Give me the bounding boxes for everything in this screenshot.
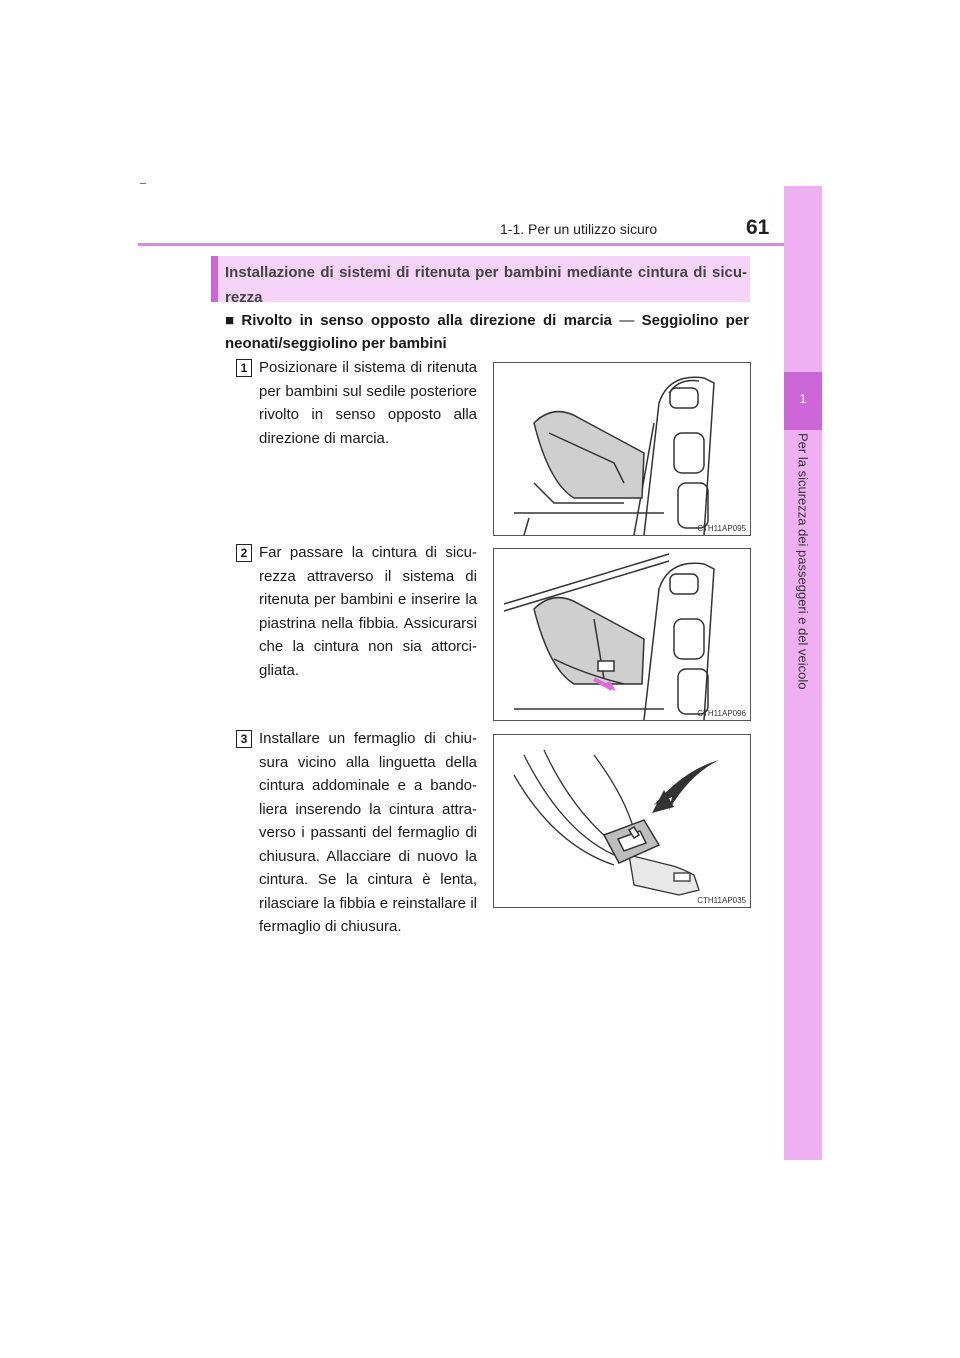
step-text-2: Far passare la cintura di sicu-rezza attraverso il sistema di ritenuta per bambini e inserire la piastrina nella fibbia. Assicurarsi che la cintura non sia attorci-gliata. bbox=[259, 544, 477, 679]
locking-clip-illustration bbox=[494, 735, 750, 907]
figure-code-3: CTH11AP035 bbox=[697, 896, 746, 905]
subheading-word: in bbox=[299, 312, 313, 329]
bullet: ■ bbox=[225, 312, 235, 329]
step-text-3: Installare un fermaglio di chiu-sura vicino alla linguetta della cintura addominale e a bando-liera inserendo la cintura attra-verso i passanti del fermaglio di chiusura. Allacciare di nuovo la cintura. Se la cintura è lenta, rilasciare la fibbia e reinstallare il fermaglio di chiusura. bbox=[259, 730, 477, 935]
figure-3-locking-clip bbox=[493, 734, 751, 908]
subheading-word: direzione bbox=[469, 312, 536, 329]
corner-mark bbox=[140, 183, 146, 184]
step-number-3: 3 bbox=[236, 730, 252, 748]
subheading-word: marcia bbox=[563, 312, 612, 329]
subheading-word: di bbox=[542, 312, 557, 329]
subheading-word: — bbox=[619, 312, 635, 329]
subheading-line1 bbox=[225, 309, 749, 332]
chapter-title: Per la sicurezza dei passeggeri e del veicolo bbox=[795, 433, 811, 690]
figure-code-1: CTH11AP095 bbox=[697, 524, 746, 533]
subheading-word: Rivolto bbox=[241, 312, 293, 329]
figure-code-2: CTH11AP096 bbox=[697, 709, 746, 718]
figure-2-belt-routing bbox=[493, 548, 751, 721]
chapter-number: 1 bbox=[799, 391, 807, 406]
subheading-line2: neonati/seggiolino per bambini bbox=[225, 335, 447, 352]
step-number-2: 2 bbox=[236, 544, 252, 562]
belt-routing-illustration bbox=[494, 549, 750, 720]
section-title: Installazione di sistemi di ritenuta per bambini mediante cintura di sicu-rezza bbox=[225, 264, 747, 306]
subheading bbox=[225, 309, 749, 355]
subheading-word: alla bbox=[437, 312, 463, 329]
subheading-word: senso bbox=[320, 312, 364, 329]
subheading-word: opposto bbox=[370, 312, 431, 329]
step-text-1: Posizionare il sistema di ritenuta per bambini sul sedile posteriore rivolto in senso opposto alla direzione di marcia. bbox=[259, 359, 477, 447]
subheading-word: per bbox=[725, 312, 749, 329]
figure-1-child-seat bbox=[493, 362, 751, 536]
section-header: 1-1. Per un utilizzo sicuro bbox=[500, 221, 658, 237]
car-seat-illustration bbox=[494, 363, 750, 535]
page-number: 61 bbox=[746, 216, 770, 239]
subheading-word: Seggiolino bbox=[641, 312, 719, 329]
header-rule bbox=[138, 243, 822, 246]
step-number-1: 1 bbox=[236, 359, 252, 377]
